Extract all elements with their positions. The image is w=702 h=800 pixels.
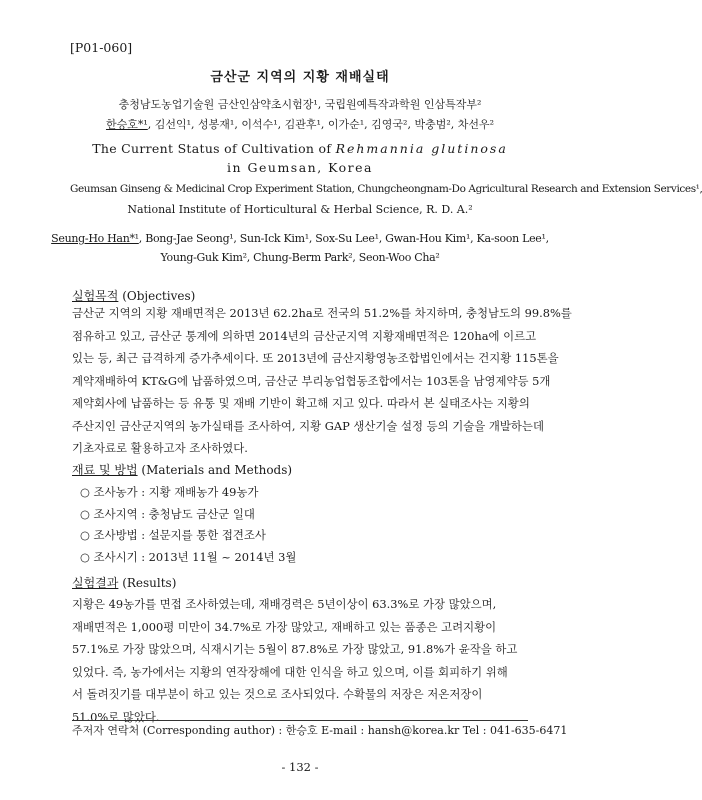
page-number: - 132 -: [281, 760, 319, 774]
objectives-body: [72, 302, 572, 460]
results-line: 있었다. 즉, 농가에서는 지황의 연작장해에 대한 인식을 하고 있으며, 이를 회피하기 위해: [72, 664, 508, 679]
english-affiliation-1: Geumsan Ginseng & Medicinal Crop Experiment Station, Chungcheongnam-Do Agricultural Research and Extension Services¹,: [70, 183, 702, 195]
results-line: 57.1%로 가장 많았으며, 식재시기는 5월이 87.8%로 가장 많았고, 91.8%가 윤작을 하고: [72, 642, 518, 656]
methods-heading-eng: (Materials and Methods): [137, 463, 293, 477]
results-body: [72, 593, 532, 728]
results-heading-kor: 실험결과: [72, 576, 119, 590]
english-title-species: Rehmannia glutinosa: [335, 141, 508, 156]
results-line: 51.0%로 많았다.: [72, 709, 160, 724]
objectives-line: 금산군 지역의 지황 재배면적은 2013년 62.2ha로 전국의 51.2%를 차지하며, 충청남도의 99.8%를: [72, 306, 572, 320]
korean-affiliation: 충청남도농업기술원 금산인삼약초시험장¹, 국립원예특작과학원 인삼특작부²: [118, 98, 482, 111]
methods-heading: [72, 461, 292, 478]
english-title-prefix: The Current Status of Cultivation of: [92, 141, 332, 156]
objectives-heading-kor: 실험목적: [72, 289, 119, 303]
results-line: 지황은 49농가를 면접 조사하였는데, 재배경력은 5년이상이 63.3%로 가장 많았으며,: [72, 597, 497, 611]
objectives-line: 제약회사에 납품하는 등 유통 및 재배 기반이 확고해 지고 있다. 따라서 본 실태조사는 지황의: [72, 396, 530, 410]
english-authors-line2: Young-Guk Kim², Chung-Berm Park², Seon-Woo Cha²: [160, 251, 440, 264]
korean-first-author: 한승호*¹: [105, 118, 148, 131]
methods-list-item: ○ 조사시기 : 2013년 11월 ~ 2014년 3월: [80, 549, 297, 564]
objectives-line: 기초자료로 활용하고자 조사하였다.: [72, 441, 248, 455]
results-line: 재배면적은 1,000평 미만이 34.7%로 가장 많았고, 재배하고 있는 품종은 고려지황이: [72, 619, 497, 634]
english-title-line1: [0, 141, 600, 156]
methods-list: [80, 482, 296, 568]
english-authors-line1: [0, 232, 600, 245]
objectives-line: 있는 등, 최근 급격하게 증가추세이다. 또 2013년에 금산지황영농조합법인에서는 건지황 115톤을: [72, 351, 559, 365]
methods-list-item: ○ 조사지역 : 충청남도 금산군 일대: [80, 506, 255, 521]
objectives-line: 계약재배하여 KT&G에 납품하였으며, 금산군 부리농업협동조합에서는 103톤을 남영제약등 5개: [72, 373, 551, 388]
methods-list-item: ○ 조사방법 : 설문지를 통한 접견조사: [80, 528, 266, 542]
korean-co-authors: , 김선익¹, 성봉재¹, 이석수¹, 김관후¹, 이가순¹, 김영국², 박충범², 차선우²: [147, 118, 495, 131]
english-affiliation-2: National Institute of Horticultural & Herbal Science, R. D. A.²: [127, 203, 473, 216]
korean-authors: [0, 116, 600, 132]
corresponding-author-contact: 주저자 연락처 (Corresponding author) : 한승호 E-mail : hansh@korea.kr Tel : 041-635-6471: [72, 724, 568, 737]
results-heading: [72, 574, 176, 591]
korean-title: 금산군 지역의 지황 재배실태: [210, 70, 390, 85]
objectives-line: 점유하고 있고, 금산군 통계에 의하면 2014년의 금산군지역 지황재배면적은 120ha에 이르고: [72, 328, 537, 343]
objectives-line: 주산지인 금산군지역의 농가실태를 조사하여, 지황 GAP 생산기술 설정 등의 기술을 개발하는데: [72, 418, 544, 433]
english-title-line2: in Geumsan, Korea: [226, 160, 374, 175]
methods-heading-kor: 재료 및 방법: [72, 463, 138, 477]
english-first-author: Seung-Ho Han*¹: [51, 232, 139, 245]
abstract-code: [P01-060]: [70, 40, 133, 55]
methods-list-item: ○ 조사농가 : 지황 재배농가 49농가: [80, 485, 259, 499]
results-line: 서 돌려짓기를 대부분이 하고 있는 것으로 조사되었다. 수확물의 저장은 저온저장이: [72, 687, 483, 701]
objectives-heading-eng: (Objectives): [118, 289, 196, 303]
footer-divider: [72, 720, 528, 721]
english-co-authors-1: , Bong-Jae Seong¹, Sun-Ick Kim¹, Sox-Su Lee¹, Gwan-Hou Kim¹, Ka-soon Lee¹,: [138, 232, 549, 245]
results-heading-eng: (Results): [118, 576, 177, 590]
